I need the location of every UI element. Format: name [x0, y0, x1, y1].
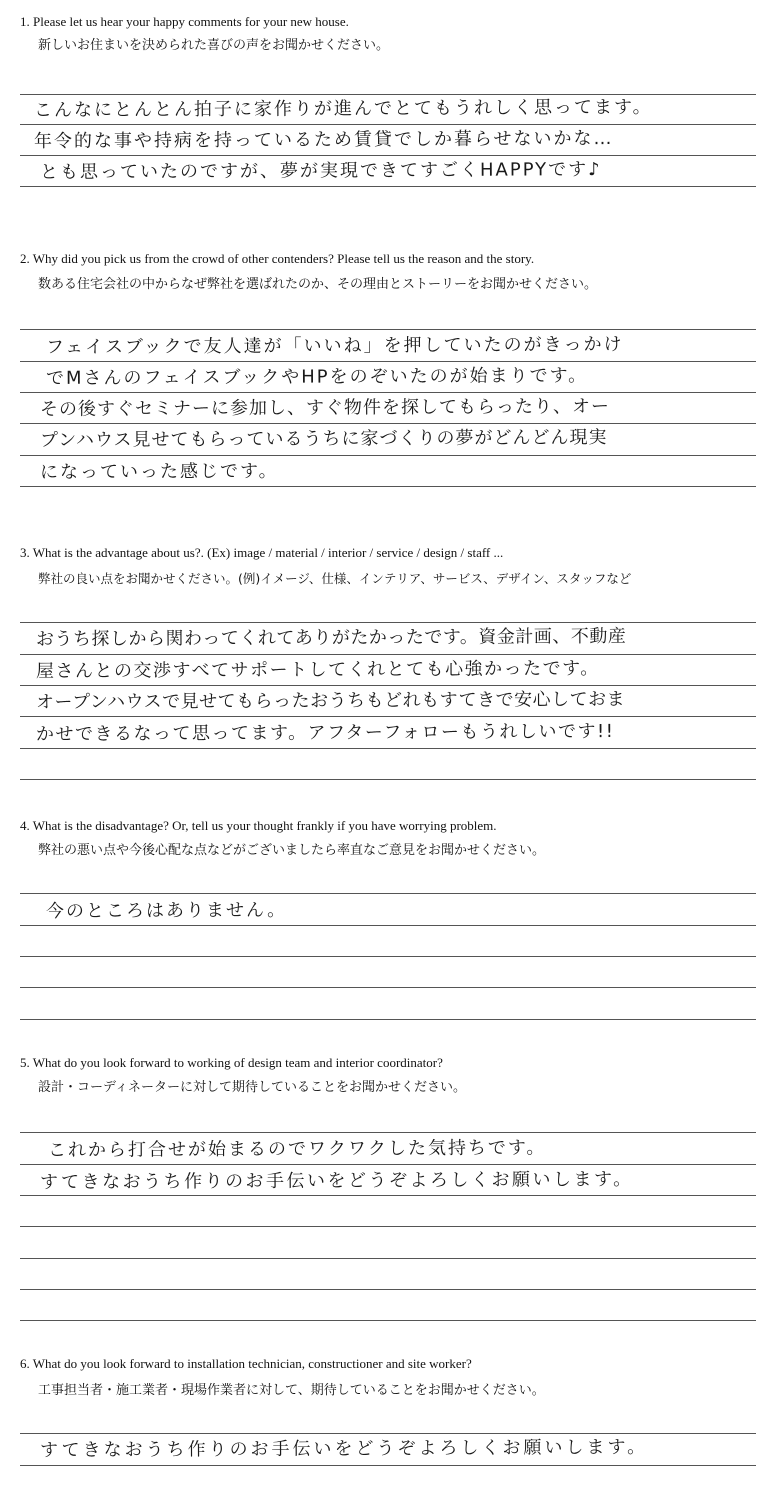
answer-line	[20, 1226, 756, 1227]
answer-2-line-5: になっていった感じです。	[39, 460, 279, 483]
answer-1-line-2: 年令的な事や持病を持っているため賃貸でしか暮らせないかな…	[33, 127, 614, 152]
answer-line	[20, 1195, 756, 1196]
answer-line	[20, 1320, 756, 1321]
answer-line	[20, 748, 756, 749]
answer-2-line-4: プンハウス見せてもらっているうちに家づくりの夢がどんどん現実	[39, 427, 608, 451]
question-5-english: 5. What do you look forward to working of design team and interior coordinator?	[20, 1055, 443, 1070]
answer-line	[20, 329, 756, 330]
question-4-english: 4. What is the disadvantage? Or, tell us your thought frankly if you have worrying problem.	[20, 818, 497, 833]
answer-3-line-3: オープンハウスで見せてもらったおうちもどれもすてきで安心しておま	[35, 688, 626, 713]
answer-line	[20, 1433, 756, 1434]
answer-line	[20, 124, 756, 125]
answer-5-line-2: すてきなおうち作りのお手伝いをどうぞよろしくお願いします。	[39, 1168, 634, 1193]
answer-line	[20, 486, 756, 487]
question-2-english: 2. Why did you pick us from the crowd of other contenders? Please tell us the reason and the story.	[20, 251, 535, 266]
question-2-japanese: 数ある住宅会社の中からなぜ弊社を選ばれたのか、その理由とストーリーをお聞かせください。	[38, 277, 598, 292]
answer-line	[20, 1132, 756, 1133]
answer-line	[20, 779, 756, 780]
answer-3-line-1: おうち探しから関わってくれてありがたかったです。資金計画、不動産	[35, 625, 627, 650]
answer-line	[20, 685, 756, 686]
answer-line	[20, 361, 756, 362]
answer-line	[20, 423, 756, 424]
answer-4-line-1: 今のところはありません。	[45, 899, 288, 922]
answer-line	[20, 1289, 756, 1290]
answer-line	[20, 94, 756, 95]
answer-line	[20, 893, 756, 894]
answer-line	[20, 1258, 756, 1259]
answer-line	[20, 925, 756, 926]
answer-2-line-2: でMさんのフェイスブックやHPをのぞいたのが始まりです。	[45, 365, 589, 389]
question-1-japanese: 新しいお住まいを決められた喜びの声をお聞かせください。	[38, 38, 390, 53]
answer-2-line-1: フェイスブックで友人達が「いいね」を押していたのがきっかけ	[45, 333, 624, 358]
answer-line	[20, 455, 756, 456]
answer-3-line-2: 屋さんとの交渉すべてサポートしてくれとても心強かったです。	[35, 658, 600, 682]
answer-line	[20, 1019, 756, 1020]
answer-line	[20, 956, 756, 957]
question-3-english: 3. What is the advantage about us?. (Ex) image / material / interior / service / design / staff ...	[20, 545, 504, 560]
answer-line	[20, 716, 756, 717]
question-6-japanese: 工事担当者・施工業者・現場作業者に対して、期待していることをお聞かせください。	[38, 1383, 545, 1398]
answer-line	[20, 392, 756, 393]
answer-2-line-3: その後すぐセミナーに参加し、すぐ物件を探してもらったり、オー	[39, 396, 611, 420]
question-6-english: 6. What do you look forward to installation technician, constructioner and site worker?	[20, 1356, 472, 1371]
answer-line	[20, 622, 756, 623]
answer-line	[20, 1164, 756, 1165]
answer-1-line-1: こんなにとんとん拍子に家作りが進んでとてもうれしく思ってます。	[33, 96, 653, 121]
answer-line	[20, 987, 756, 988]
answer-3-line-4: かせできるなって思ってます。アフターフォローもうれしいです!!	[35, 720, 615, 745]
answer-1-line-3: とも思っていたのですが、夢が実現できてすごくHAPPYです♪	[39, 159, 602, 183]
answer-line	[20, 1465, 756, 1466]
question-4-japanese: 弊社の悪い点や今後心配な点などがございましたら率直なご意見をお聞かせください。	[38, 843, 546, 858]
question-5-japanese: 設計・コーディネーターに対して期待していることをお聞かせください。	[38, 1080, 466, 1095]
answer-line	[20, 186, 756, 187]
answer-5-line-1: これから打合せが始まるのでワクワクした気持ちです。	[47, 1137, 547, 1161]
question-3-japanese: 弊社の良い点をお聞かせください。(例)イメージ、仕様、インテリア、サービス、デザイン、スタッフなど	[38, 571, 632, 586]
answer-line	[20, 155, 756, 156]
answer-line	[20, 654, 756, 655]
answer-6-line-1: すてきなおうち作りのお手伝いをどうぞよろしくお願いします。	[39, 1436, 649, 1461]
question-1-english: 1. Please let us hear your happy comments for your new house.	[20, 14, 349, 29]
